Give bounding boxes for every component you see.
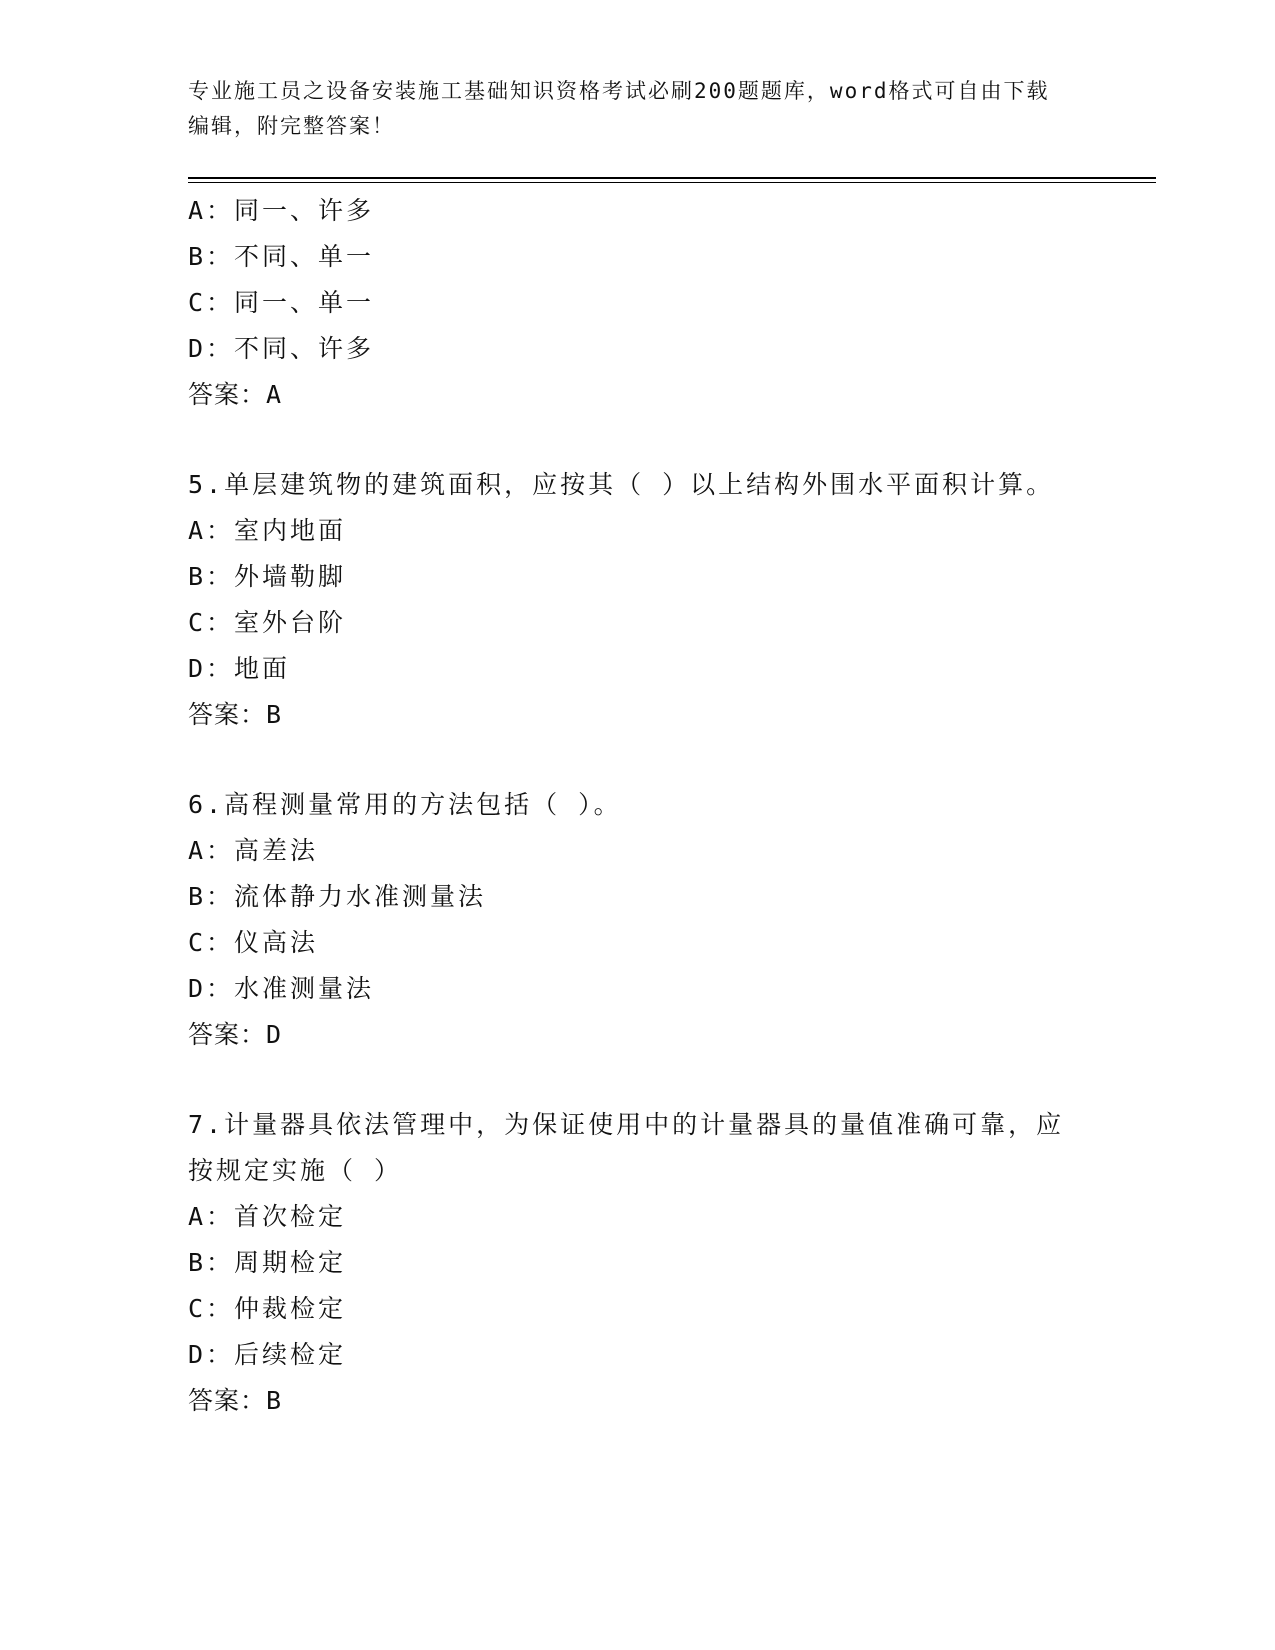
option-d: D：不同、许多: [188, 334, 375, 363]
option-d: D：后续检定: [188, 1340, 347, 1369]
answer: 答案：B: [188, 700, 283, 729]
header-divider-thick: [188, 177, 1156, 179]
option-a: A：高差法: [188, 836, 319, 865]
option-a: A：室内地面: [188, 516, 347, 545]
option-b: B：周期检定: [188, 1248, 347, 1277]
question-stem: 5.单层建筑物的建筑面积，应按其（ ）以上结构外围水平面积计算。: [188, 470, 1055, 499]
question-list: [188, 188, 1148, 1424]
option-c: C：室外台阶: [188, 608, 347, 637]
answer: 答案：A: [188, 380, 283, 409]
spacer: [188, 738, 1148, 782]
question-5: [188, 462, 1148, 738]
option-b: B：不同、单一: [188, 242, 375, 271]
option-a: A：同一、许多: [188, 196, 375, 225]
spacer: [188, 1058, 1148, 1102]
question-stem: 7.计量器具依法管理中，为保证使用中的计量器具的量值准确可靠，应按规定实施（ ）: [188, 1110, 1065, 1185]
question-7: [188, 1102, 1148, 1424]
page-header-title: 专业施工员之设备安装施工基础知识资格考试必刷200题题库，word格式可自由下载编辑，附完整答案！: [188, 79, 1050, 138]
option-a: A：首次检定: [188, 1202, 347, 1231]
option-b: B：外墙勒脚: [188, 562, 347, 591]
answer: 答案：B: [188, 1386, 283, 1415]
question-6: [188, 782, 1148, 1058]
spacer: [188, 418, 1148, 462]
option-c: C：仪高法: [188, 928, 319, 957]
option-c: C：同一、单一: [188, 288, 375, 317]
option-d: D：地面: [188, 654, 291, 683]
question-stem: 6.高程测量常用的方法包括（ ）。: [188, 790, 622, 819]
header-divider-thin: [188, 182, 1156, 183]
question-4: [188, 188, 1148, 418]
option-c: C：仲裁检定: [188, 1294, 347, 1323]
option-b: B：流体静力水准测量法: [188, 882, 487, 911]
answer: 答案：D: [188, 1020, 283, 1049]
option-d: D：水准测量法: [188, 974, 375, 1003]
